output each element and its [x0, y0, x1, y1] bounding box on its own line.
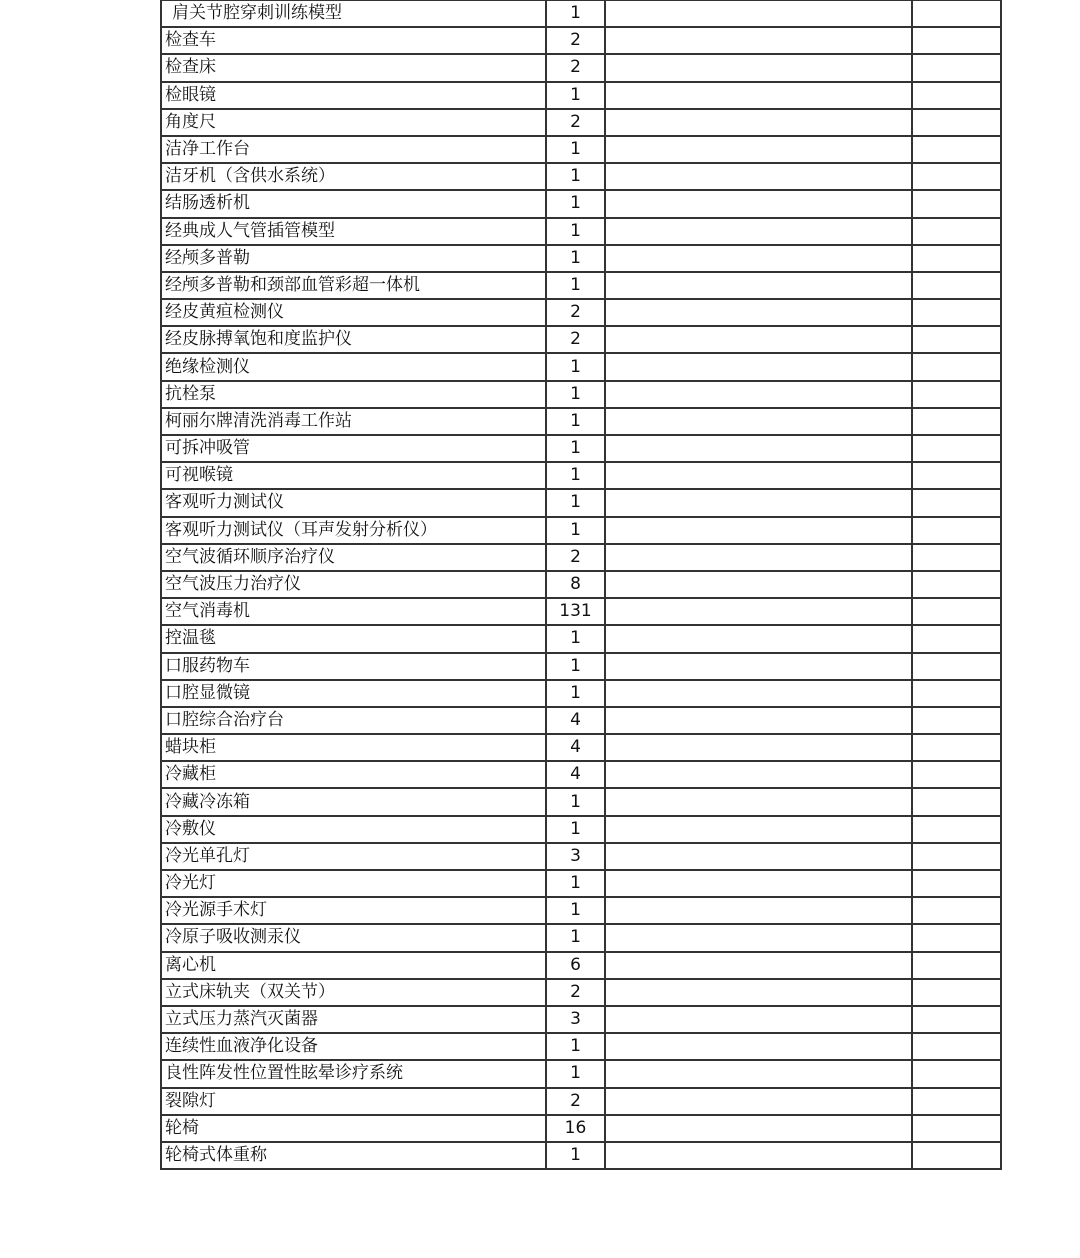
equipment-name-cell: 可拆冲吸管 — [161, 435, 546, 462]
equipment-name-cell: 良性阵发性位置性眩晕诊疗系统 — [161, 1060, 546, 1087]
table-row — [161, 272, 1001, 299]
quantity-cell: 6 — [546, 952, 605, 979]
equipment-name-cell: 经典成人气管插管模型 — [161, 218, 546, 245]
equipment-name-cell: 立式床轨夹（双关节） — [161, 979, 546, 1006]
empty-cell — [605, 761, 912, 788]
equipment-name-cell: 轮椅式体重称 — [161, 1142, 546, 1169]
empty-cell — [605, 218, 912, 245]
table-row — [161, 435, 1001, 462]
empty-cell — [912, 625, 1001, 652]
equipment-name-cell: 抗栓泵 — [161, 381, 546, 408]
equipment-name-cell: 控温毯 — [161, 625, 546, 652]
quantity-cell: 1 — [546, 163, 605, 190]
table-row — [161, 1115, 1001, 1142]
empty-cell — [912, 924, 1001, 951]
empty-cell — [912, 816, 1001, 843]
equipment-name-cell: 冷光单孔灯 — [161, 843, 546, 870]
empty-cell — [912, 299, 1001, 326]
equipment-name-cell: 经颅多普勒和颈部血管彩超一体机 — [161, 272, 546, 299]
table-row — [161, 1006, 1001, 1033]
quantity-cell: 1 — [546, 190, 605, 217]
equipment-name-cell: 肩关节腔穿刺训练模型 — [161, 0, 546, 27]
table-row — [161, 109, 1001, 136]
empty-cell — [912, 218, 1001, 245]
table-row — [161, 1088, 1001, 1115]
quantity-cell: 1 — [546, 924, 605, 951]
empty-cell — [605, 680, 912, 707]
equipment-name-cell: 检查车 — [161, 27, 546, 54]
table-row — [161, 27, 1001, 54]
table-row — [161, 190, 1001, 217]
empty-cell — [912, 653, 1001, 680]
empty-cell — [605, 408, 912, 435]
empty-cell — [912, 571, 1001, 598]
empty-cell — [605, 462, 912, 489]
table-row — [161, 218, 1001, 245]
empty-cell — [912, 707, 1001, 734]
table-row — [161, 680, 1001, 707]
equipment-name-cell: 冷光灯 — [161, 870, 546, 897]
equipment-name-cell: 经皮脉搏氧饱和度监护仪 — [161, 326, 546, 353]
table-row — [161, 761, 1001, 788]
empty-cell — [912, 680, 1001, 707]
equipment-name-cell: 检查床 — [161, 54, 546, 81]
empty-cell — [912, 489, 1001, 516]
equipment-name-cell: 口服药物车 — [161, 653, 546, 680]
empty-cell — [605, 27, 912, 54]
table-row — [161, 408, 1001, 435]
table-row — [161, 897, 1001, 924]
quantity-cell: 3 — [546, 843, 605, 870]
empty-cell — [605, 816, 912, 843]
empty-cell — [912, 1142, 1001, 1169]
empty-cell — [605, 245, 912, 272]
quantity-cell: 4 — [546, 761, 605, 788]
empty-cell — [912, 598, 1001, 625]
empty-cell — [605, 952, 912, 979]
equipment-name-cell: 口腔显微镜 — [161, 680, 546, 707]
empty-cell — [912, 870, 1001, 897]
empty-cell — [605, 1033, 912, 1060]
quantity-cell: 1 — [546, 897, 605, 924]
quantity-cell: 2 — [546, 54, 605, 81]
equipment-name-cell: 空气波循环顺序治疗仪 — [161, 544, 546, 571]
empty-cell — [605, 870, 912, 897]
empty-cell — [605, 82, 912, 109]
quantity-cell: 1 — [546, 136, 605, 163]
table-row — [161, 952, 1001, 979]
quantity-cell: 2 — [546, 27, 605, 54]
table-row — [161, 734, 1001, 761]
quantity-cell: 1 — [546, 353, 605, 380]
quantity-cell: 16 — [546, 1115, 605, 1142]
table-row — [161, 816, 1001, 843]
equipment-name-cell: 结肠透析机 — [161, 190, 546, 217]
empty-cell — [912, 109, 1001, 136]
empty-cell — [912, 1115, 1001, 1142]
empty-cell — [912, 27, 1001, 54]
empty-cell — [912, 353, 1001, 380]
quantity-cell: 2 — [546, 326, 605, 353]
table-row — [161, 843, 1001, 870]
equipment-name-cell: 冷敷仪 — [161, 816, 546, 843]
empty-cell — [605, 924, 912, 951]
equipment-name-cell: 冷藏冷冻箱 — [161, 788, 546, 815]
table-row — [161, 870, 1001, 897]
quantity-cell: 2 — [546, 109, 605, 136]
quantity-cell: 1 — [546, 0, 605, 27]
empty-cell — [605, 272, 912, 299]
empty-cell — [605, 979, 912, 1006]
empty-cell — [605, 1006, 912, 1033]
equipment-name-cell: 绝缘检测仪 — [161, 353, 546, 380]
table-row — [161, 353, 1001, 380]
table-row — [161, 54, 1001, 81]
empty-cell — [912, 1060, 1001, 1087]
empty-cell — [912, 761, 1001, 788]
table-row — [161, 1142, 1001, 1169]
equipment-name-cell: 口腔综合治疗台 — [161, 707, 546, 734]
empty-cell — [605, 625, 912, 652]
quantity-cell: 1 — [546, 462, 605, 489]
table-row — [161, 489, 1001, 516]
quantity-cell: 1 — [546, 1142, 605, 1169]
empty-cell — [912, 979, 1001, 1006]
empty-cell — [912, 54, 1001, 81]
empty-cell — [605, 544, 912, 571]
empty-cell — [912, 82, 1001, 109]
empty-cell — [912, 544, 1001, 571]
empty-cell — [605, 897, 912, 924]
table-row — [161, 381, 1001, 408]
table-row — [161, 136, 1001, 163]
table-row — [161, 979, 1001, 1006]
empty-cell — [605, 734, 912, 761]
empty-cell — [912, 0, 1001, 27]
empty-cell — [605, 1088, 912, 1115]
empty-cell — [605, 1115, 912, 1142]
table-row — [161, 1033, 1001, 1060]
empty-cell — [912, 272, 1001, 299]
quantity-cell: 1 — [546, 653, 605, 680]
equipment-name-cell: 客观听力测试仪 — [161, 489, 546, 516]
equipment-name-cell: 裂隙灯 — [161, 1088, 546, 1115]
table-row — [161, 788, 1001, 815]
quantity-cell: 2 — [546, 544, 605, 571]
quantity-cell: 1 — [546, 788, 605, 815]
quantity-cell: 2 — [546, 979, 605, 1006]
empty-cell — [605, 653, 912, 680]
table-row — [161, 245, 1001, 272]
quantity-cell: 1 — [546, 1033, 605, 1060]
table-row — [161, 571, 1001, 598]
equipment-name-cell: 冷藏柜 — [161, 761, 546, 788]
equipment-name-cell: 洁牙机（含供水系统） — [161, 163, 546, 190]
quantity-cell: 3 — [546, 1006, 605, 1033]
quantity-cell: 1 — [546, 1060, 605, 1087]
equipment-name-cell: 经颅多普勒 — [161, 245, 546, 272]
equipment-table — [160, 0, 1002, 1170]
empty-cell — [912, 788, 1001, 815]
empty-cell — [605, 707, 912, 734]
table-row — [161, 1060, 1001, 1087]
empty-cell — [912, 190, 1001, 217]
equipment-name-cell: 离心机 — [161, 952, 546, 979]
table-row — [161, 326, 1001, 353]
empty-cell — [605, 489, 912, 516]
quantity-cell: 1 — [546, 408, 605, 435]
empty-cell — [605, 435, 912, 462]
empty-cell — [605, 326, 912, 353]
empty-cell — [605, 788, 912, 815]
empty-cell — [912, 163, 1001, 190]
table-row — [161, 707, 1001, 734]
equipment-name-cell: 经皮黄疸检测仪 — [161, 299, 546, 326]
quantity-cell: 1 — [546, 489, 605, 516]
empty-cell — [912, 136, 1001, 163]
quantity-cell: 1 — [546, 870, 605, 897]
empty-cell — [912, 1006, 1001, 1033]
empty-cell — [605, 54, 912, 81]
empty-cell — [605, 571, 912, 598]
empty-cell — [605, 381, 912, 408]
empty-cell — [605, 0, 912, 27]
empty-cell — [912, 734, 1001, 761]
equipment-name-cell: 蜡块柜 — [161, 734, 546, 761]
table-row — [161, 0, 1001, 27]
empty-cell — [605, 1142, 912, 1169]
empty-cell — [912, 952, 1001, 979]
equipment-name-cell: 冷原子吸收测汞仪 — [161, 924, 546, 951]
empty-cell — [605, 517, 912, 544]
table-row — [161, 625, 1001, 652]
empty-cell — [912, 843, 1001, 870]
table-row — [161, 82, 1001, 109]
equipment-name-cell: 立式压力蒸汽灭菌器 — [161, 1006, 546, 1033]
equipment-name-cell: 冷光源手术灯 — [161, 897, 546, 924]
equipment-name-cell: 轮椅 — [161, 1115, 546, 1142]
empty-cell — [912, 381, 1001, 408]
quantity-cell: 1 — [546, 680, 605, 707]
equipment-name-cell: 客观听力测试仪（耳声发射分析仪） — [161, 517, 546, 544]
quantity-cell: 4 — [546, 707, 605, 734]
empty-cell — [605, 163, 912, 190]
equipment-name-cell: 角度尺 — [161, 109, 546, 136]
quantity-cell: 1 — [546, 381, 605, 408]
table-row — [161, 462, 1001, 489]
empty-cell — [605, 843, 912, 870]
empty-cell — [605, 598, 912, 625]
equipment-name-cell: 洁净工作台 — [161, 136, 546, 163]
empty-cell — [605, 136, 912, 163]
table-row — [161, 598, 1001, 625]
empty-cell — [605, 1060, 912, 1087]
quantity-cell: 1 — [546, 517, 605, 544]
empty-cell — [912, 435, 1001, 462]
table-row — [161, 544, 1001, 571]
empty-cell — [912, 462, 1001, 489]
empty-cell — [912, 245, 1001, 272]
equipment-name-cell: 空气消毒机 — [161, 598, 546, 625]
empty-cell — [605, 109, 912, 136]
empty-cell — [912, 1033, 1001, 1060]
equipment-name-cell: 检眼镜 — [161, 82, 546, 109]
quantity-cell: 2 — [546, 299, 605, 326]
quantity-cell: 1 — [546, 218, 605, 245]
quantity-cell: 1 — [546, 816, 605, 843]
quantity-cell: 1 — [546, 245, 605, 272]
table-row — [161, 924, 1001, 951]
equipment-table-body — [161, 0, 1001, 1169]
quantity-cell: 131 — [546, 598, 605, 625]
table-row — [161, 299, 1001, 326]
equipment-name-cell: 柯丽尔牌清洗消毒工作站 — [161, 408, 546, 435]
quantity-cell: 1 — [546, 435, 605, 462]
table-row — [161, 653, 1001, 680]
empty-cell — [605, 353, 912, 380]
empty-cell — [605, 190, 912, 217]
quantity-cell: 1 — [546, 272, 605, 299]
empty-cell — [912, 326, 1001, 353]
empty-cell — [912, 517, 1001, 544]
quantity-cell: 2 — [546, 1088, 605, 1115]
empty-cell — [912, 1088, 1001, 1115]
equipment-name-cell: 空气波压力治疗仪 — [161, 571, 546, 598]
empty-cell — [912, 408, 1001, 435]
quantity-cell: 8 — [546, 571, 605, 598]
quantity-cell: 1 — [546, 625, 605, 652]
table-row — [161, 517, 1001, 544]
quantity-cell: 4 — [546, 734, 605, 761]
table-row — [161, 163, 1001, 190]
empty-cell — [912, 897, 1001, 924]
quantity-cell: 1 — [546, 82, 605, 109]
empty-cell — [605, 299, 912, 326]
equipment-name-cell: 连续性血液净化设备 — [161, 1033, 546, 1060]
equipment-name-cell: 可视喉镜 — [161, 462, 546, 489]
